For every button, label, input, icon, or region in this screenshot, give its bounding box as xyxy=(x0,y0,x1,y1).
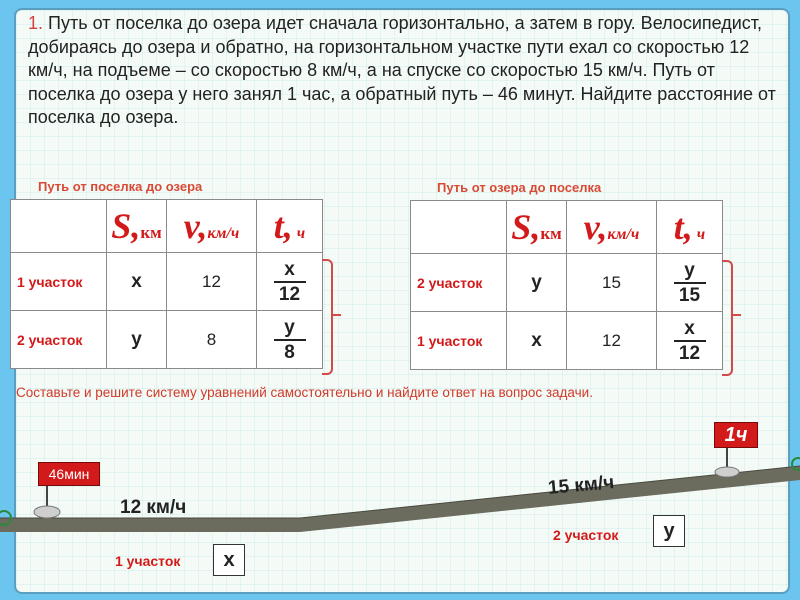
right-time-flag: 1ч xyxy=(714,422,758,448)
right-table xyxy=(410,200,723,370)
cell-t xyxy=(657,312,723,370)
cell-s: х xyxy=(507,312,567,370)
seg1-label: 1 участок xyxy=(115,553,181,569)
row-label: 2 участок xyxy=(411,254,507,312)
problem-statement xyxy=(28,12,778,130)
left-header-s: S,км xyxy=(107,200,167,253)
table-row xyxy=(11,311,323,369)
frac-num: у xyxy=(284,316,295,338)
frac-den: 12 xyxy=(678,342,701,364)
right-header-t: t, ч xyxy=(657,201,723,254)
table-row xyxy=(11,253,323,311)
cell-v: 12 xyxy=(167,253,257,311)
frac-den: 8 xyxy=(284,341,295,363)
right-header-empty xyxy=(411,201,507,254)
frac-num: х xyxy=(284,258,295,280)
row-label: 2 участок xyxy=(11,311,107,369)
left-brace xyxy=(322,259,333,375)
left-brace-tick xyxy=(331,314,341,316)
seg1-var-box: х xyxy=(213,544,245,576)
problem-number: 1. xyxy=(28,13,44,33)
left-table xyxy=(10,199,323,369)
row-label: 1 участок xyxy=(11,253,107,311)
cell-t xyxy=(257,311,323,369)
cell-s: х xyxy=(107,253,167,311)
left-flag-base xyxy=(34,506,60,518)
right-table-title: Путь от озера до поселка xyxy=(437,180,602,195)
seg2-var-box: у xyxy=(653,515,685,547)
table-row xyxy=(411,312,723,370)
cell-t xyxy=(257,253,323,311)
problem-text: Путь от поселка до озера идет сначала горизонтально, а затем в гору. Велосипедист, добираясь до озера и обратно, на горизонтальном участке пути ехал со скоростью 12 км/ч, на подъеме – со скоростью 8 км/ч, а на спуске со скоростью 15 км/ч. Путь от поселка до озера у него занял 1 час, а обратный путь – 46 минут. Найдите расстояние от поселка до озера. xyxy=(28,13,776,127)
left-table-title: Путь от поселка до озера xyxy=(38,179,203,194)
left-header-v: v,км/ч xyxy=(167,200,257,253)
cell-t xyxy=(657,254,723,312)
right-brace xyxy=(722,260,733,376)
right-header-v: v,км/ч xyxy=(567,201,657,254)
left-header-t: t, ч xyxy=(257,200,323,253)
frac-den: 12 xyxy=(278,283,301,305)
cell-v: 15 xyxy=(567,254,657,312)
frac-den: 15 xyxy=(678,284,701,306)
right-flag-base xyxy=(715,467,739,477)
frac-num: у xyxy=(684,259,695,281)
seg2-label: 2 участок xyxy=(553,527,619,543)
frac-num: х xyxy=(684,317,695,339)
row-label: 1 участок xyxy=(411,312,507,370)
cell-v: 8 xyxy=(167,311,257,369)
task-instruction: Составьте и решите систему уравнений самостоятельно и найдите ответ на вопрос задачи. xyxy=(16,385,593,400)
left-header-empty xyxy=(11,200,107,253)
cell-v: 12 xyxy=(567,312,657,370)
slope-speed-label: 15 км/ч xyxy=(547,472,616,499)
right-brace-tick xyxy=(731,314,741,316)
table-row xyxy=(411,254,723,312)
left-time-flag: 46мин xyxy=(38,462,100,486)
cell-s: у xyxy=(507,254,567,312)
flat-speed-label: 12 км/ч xyxy=(120,497,187,518)
cell-s: у xyxy=(107,311,167,369)
right-header-s: S,км xyxy=(507,201,567,254)
